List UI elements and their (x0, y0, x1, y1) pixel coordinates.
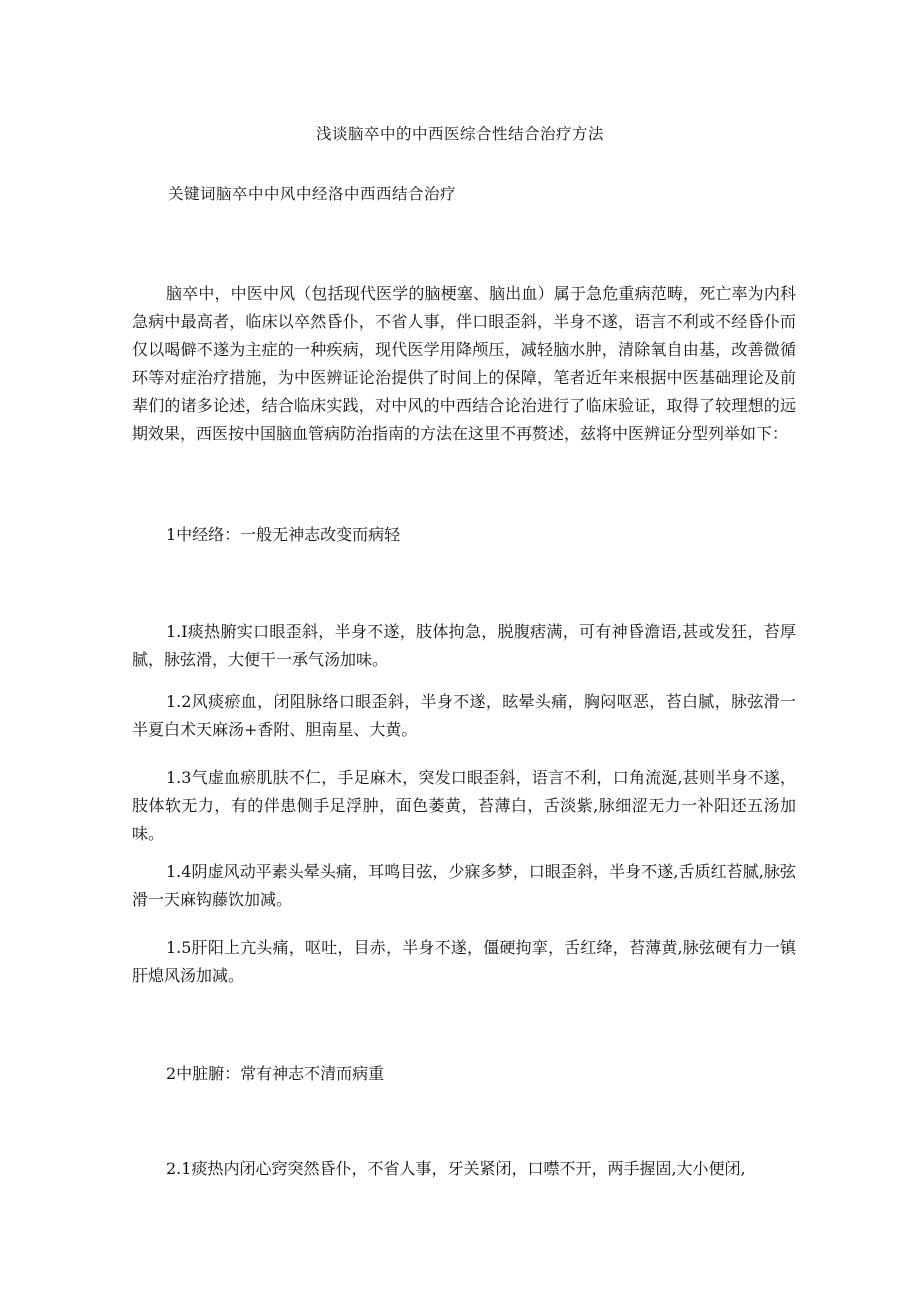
intro-paragraph: 脑卒中，中医中风（包括现代医学的脑梗塞、脑出血）属于急危重病范畴，死亡率为内科急病中最高者，临床以卒然昏仆，不省人事，伴口眼歪斜，半身不遂，语言不利或不经昏仆而仅以喝僻不遂为主症的一种疾病，现代医学用降颅压，减轻脑水肿，清除氧自由基，改善微循环等对症治疗措施，为中医辨证论治提供了时间上的保障，笔者近年来根据中医基础理论及前辈们的诸多论述，结合临床实践，对中风的中西结合论治进行了临床验证，取得了较理想的远期效果，西医按中国脑血管病防治指南的方法在这里不再赘述，兹将中医辨证分型列举如下： (132, 284, 796, 443)
section-1-item-1: 1.I痰热腑实口眼歪斜，半身不遂，肢体拘急，脱腹痞满，可有神昏澹语,甚或发狂，苔厚腻，脉弦滑，大便干一承气汤加味。 (132, 622, 796, 669)
keywords-line: 关键词脑卒中中风中经洛中西西结合治疗 (168, 185, 457, 203)
document-title: 浅谈脑卒中的中西医综合性结合治疗方法 (315, 125, 604, 143)
section-1-item-4: 1.4阴虚风动平素头晕头痛，耳鸣目弦，少寐多梦，口眼歪斜，半身不遂,舌质红苔腻,脉弦滑一天麻钩藤饮加减。 (132, 862, 796, 909)
section-2-item-1: 2.1痰热内闭心窍突然昏仆，不省人事，牙关紧闭，口噤不开，两手握固,大小便闭, (166, 1159, 746, 1178)
section-heading-2: 2中脏腑：常有神志不清而病重 (166, 1064, 385, 1083)
section-heading-1: 1中经络：一般无神志改变而病轻 (166, 525, 401, 544)
section-1-item-5: 1.5肝阳上亢头痛，呕吐，目赤，半身不遂，僵硬拘挛，舌红绛，苔薄黄,脉弦硬有力一镇肝熄风汤加减。 (132, 938, 796, 985)
section-1-item-3: 1.3气虚血瘀肌肤不仁，手足麻木，突发口眼歪斜，语言不利，口角流涎,甚则半身不遂，肢体软无力，有的伴患侧手足浮肿，面色萎黄，苔薄白，舌淡紫,脉细涩无力一补阳还五汤加味。 (132, 768, 796, 843)
section-1-item-2: 1.2风痰瘀血，闭阻脉络口眼歪斜，半身不遂，眩晕头痛，胸闷呕恶，苔白腻，脉弦滑一半夏白术天麻汤+香附、胆南星、大黄。 (132, 692, 796, 739)
